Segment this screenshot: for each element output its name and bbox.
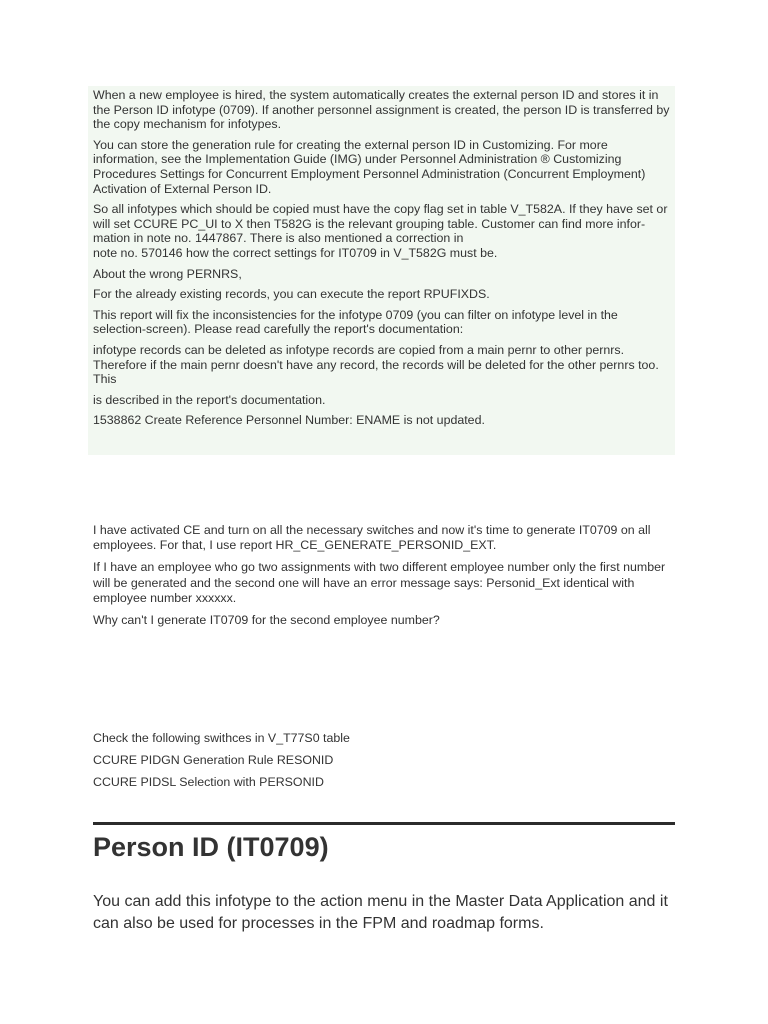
section-intro: You can add this infotype to the action menu in the Master Data Application and it can also be used for processes in the FPM and roadmap forms.: [93, 893, 668, 932]
answer-paragraph-1: Check the following swithces in V_T77S0 table: [93, 731, 350, 745]
answer-section: [93, 731, 675, 798]
note-paragraph-7: infotype records can be deleted as infotype records are copied from a main pernr to other pernrs. Therefore if the main pernr doesn't have any record, the records will be deleted for the other pernrs too. This: [93, 342, 659, 387]
question-paragraph-2: If I have an employee who go two assignments with two different employee number only the first number will be generated and the second one will have an error message says: Personid_Ext identical with employee number xxxxxx.: [93, 560, 666, 605]
note-paragraph-9: 1538862 Create Reference Personnel Number: ENAME is not updated.: [93, 413, 485, 428]
answer-paragraph-2: CCURE PIDGN Generation Rule RESONID: [93, 753, 334, 768]
highlighted-note-block: [88, 86, 675, 455]
note-paragraph-3: So all infotypes which should be copied must have the copy flag set in table V_T582A. If they have set or will set CCURE PC_UI to X then T582G is the relevant grouping table. Customer can find more infor- mation in note no. 1447867. There is also mentioned a correction in note no. 570146 how the correct settings for IT0709 in V_T582G must be.: [93, 202, 668, 260]
note-paragraph-8: is described in the report's documentation.: [93, 392, 326, 407]
section-divider: [93, 822, 675, 825]
question-paragraph-1: I have activated CE and turn on all the necessary switches and now it's time to generate IT0709 on all employees. For that, I use report HR_CE_GENERATE_PERSONID_EXT.: [93, 523, 651, 553]
note-paragraph-2: You can store the generation rule for creating the external person ID in Customizing. For more information, see the Implementation Guide (IMG) under Personnel Administration ® Customizing Procedures Settings for Concurrent Employment Personnel Administration (Concurrent Employment) Activation of External Person ID.: [93, 137, 646, 196]
question-section: [93, 523, 675, 635]
question-paragraph-3: Why can't I generate IT0709 for the second employee number?: [93, 613, 440, 628]
note-paragraph-1: When a new employee is hired, the system automatically creates the external person ID and stores it in the Person ID infotype (0709). If another personnel assignment is created, the person ID is transferred by the copy mechanism for infotypes.: [93, 88, 670, 132]
answer-paragraph-3: CCURE PIDSL Selection with PERSONID: [93, 775, 324, 790]
note-paragraph-5: For the already existing records, you can execute the report RPUFIXDS.: [93, 287, 490, 302]
note-paragraph-6: This report will fix the inconsistencies for the infotype 0709 (you can filter on infotype level in the selection-screen). Please read carefully the report's documentation:: [93, 307, 618, 337]
section-heading: Person ID (IT0709): [93, 832, 329, 862]
note-paragraph-4: About the wrong PERNRS,: [93, 266, 242, 281]
